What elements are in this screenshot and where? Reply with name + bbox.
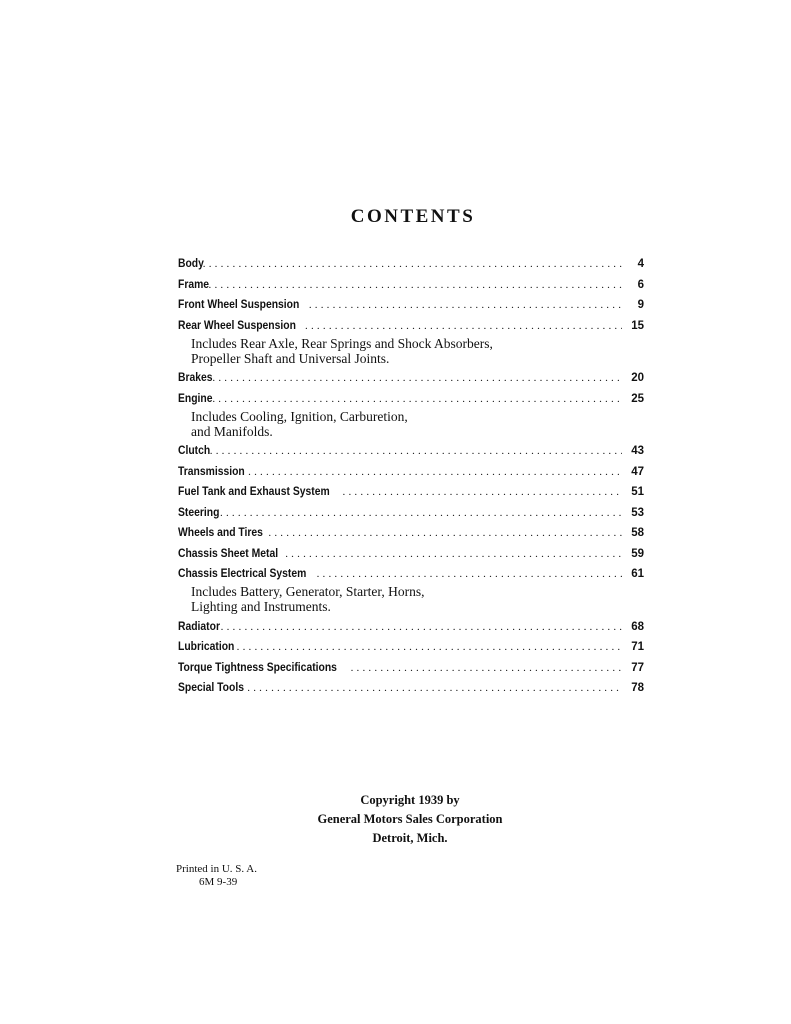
toc-note-line: Propeller Shaft and Universal Joints. [191,350,390,366]
toc-page-number: 78 [631,682,644,694]
toc-row [178,318,644,334]
toc-label: Radiator [178,620,220,633]
dot-leader [305,318,622,334]
toc-label: Rear Wheel Suspension [178,319,296,332]
toc-row [178,391,644,407]
printed-in: Printed in U. S. A. [176,863,257,875]
dot-leader [309,297,622,313]
dot-leader [210,443,622,459]
dot-leader [343,484,622,500]
dot-leader [317,566,622,582]
toc-page-number: 71 [631,641,644,653]
toc-page-number: 15 [631,319,644,332]
toc-page-number: 20 [631,372,644,384]
toc-label: Torque Tightness Specifications [178,661,337,674]
publisher-location: Detroit, Mich. [372,831,448,845]
toc-entry [178,318,644,366]
toc-row [178,660,644,676]
toc-label: Clutch [178,445,211,457]
toc-page-number: 43 [631,445,644,457]
toc-row [178,256,644,272]
toc-label: Wheels and Tires [178,527,263,539]
toc-label: Steering [178,506,220,519]
toc-row [178,464,644,480]
toc-row [178,680,644,696]
toc-entry [178,391,644,439]
toc-row [178,297,644,313]
toc-page-number: 61 [631,568,644,580]
toc-row [178,370,644,386]
toc-entry [178,546,644,562]
toc-label: Transmission [178,465,245,478]
toc-note-line: Includes Battery, Generator, Starter, Horns, [191,584,425,599]
toc-entry [178,484,644,500]
toc-note-line: Lighting and Instruments. [191,599,331,614]
toc-note-line: and Manifolds. [191,423,273,439]
toc-page-number: 68 [631,620,644,633]
publisher-name: General Motors Sales Corporation [317,812,503,826]
toc-page-number: 9 [637,299,644,311]
dot-leader [209,277,622,293]
toc-entry [178,505,644,521]
page-title: CONTENTS [350,206,476,227]
toc-label: Brakes [178,372,213,384]
toc-entry [178,297,644,313]
toc-entry [178,370,644,386]
toc-row [178,505,644,521]
toc-page-number: 58 [631,527,644,539]
toc-page-number: 59 [631,547,644,560]
toc-label: Front Wheel Suspension [178,299,300,311]
toc-entry [178,256,644,272]
dot-leader [221,619,622,635]
toc-entry [178,619,644,635]
toc-label: Lubrication [178,641,235,653]
table-of-contents [178,256,644,701]
toc-entry [178,277,644,293]
toc-row [178,443,644,459]
copyright-line: Copyright 1939 by [360,793,460,807]
toc-page-number: 25 [631,392,644,405]
toc-note-line: Includes Cooling, Ignition, Carburetion, [191,408,408,424]
toc-note [178,584,644,614]
toc-label: Body [178,258,204,270]
toc-row [178,566,644,582]
toc-label: Fuel Tank and Exhaust System [178,486,330,498]
toc-row [178,525,644,541]
toc-entry [178,680,644,696]
toc-row [178,277,644,293]
toc-page-number: 53 [631,506,644,519]
toc-page-number: 51 [631,486,644,498]
toc-note [178,409,644,439]
toc-page-number: 4 [637,258,644,270]
dot-leader [212,370,622,386]
toc-page-number: 47 [631,465,644,478]
toc-entry [178,525,644,541]
printing-info [176,863,257,889]
toc-page-number: 77 [631,661,644,674]
dot-leader [248,464,622,480]
dot-leader [212,391,622,407]
toc-row [178,639,644,655]
dot-leader [237,639,622,655]
dot-leader [247,680,622,696]
toc-label: Special Tools [178,682,244,694]
dot-leader [285,546,622,562]
toc-label: Frame [178,278,210,291]
toc-label: Chassis Electrical System [178,568,307,580]
toc-entry [178,464,644,480]
toc-entry [178,443,644,459]
copyright-block [310,791,510,848]
toc-label: Engine [178,392,213,405]
toc-entry [178,639,644,655]
dot-leader [203,256,622,272]
print-code: 6M 9-39 [199,876,238,888]
toc-row [178,484,644,500]
toc-page-number: 6 [637,278,644,291]
toc-row [178,546,644,562]
toc-entry [178,566,644,614]
toc-row [178,619,644,635]
toc-note [178,336,644,366]
toc-note-line: Includes Rear Axle, Rear Springs and Shock Absorbers, [191,335,493,351]
toc-entry [178,660,644,676]
dot-leader [268,525,622,541]
dot-leader [220,505,622,521]
dot-leader [351,660,622,676]
toc-label: Chassis Sheet Metal [178,547,279,560]
